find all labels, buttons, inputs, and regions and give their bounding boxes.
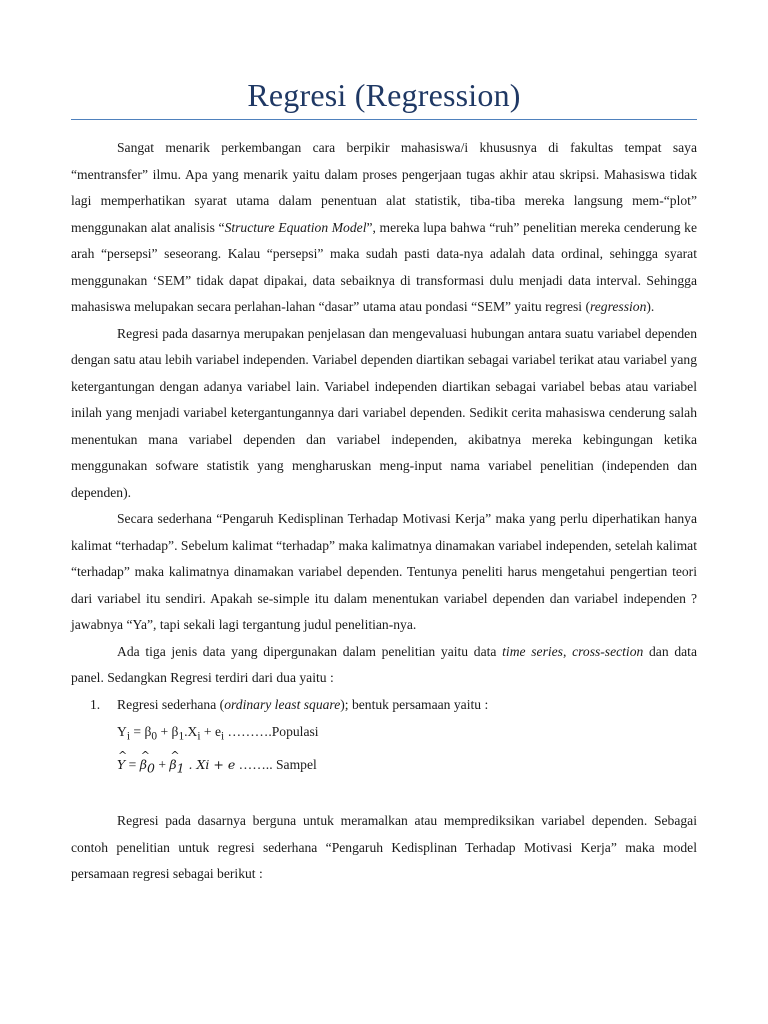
italic-term: ordinary least square	[224, 696, 341, 712]
list-number: 1.	[90, 696, 101, 712]
paragraph-intro	[71, 135, 697, 321]
formula-subscript: i	[220, 730, 225, 743]
list-item	[71, 692, 697, 719]
formula-symbol: + e	[200, 724, 221, 739]
italic-term: cross-section	[572, 643, 644, 659]
page-title: Regresi (Regression)	[247, 77, 521, 113]
paragraph-example: Secara sederhana “Pengaruh Kedisplinan Terhadap Motivasi Kerja” maka yang perlu diperhatikan hanya kalimat “terhadap”. Sebelum kalimat “terhadap” maka kalimatnya dinamakan variabel independen, setelah kalimat “terhadap” maka kalimatnya dinamakan variabel dependen. Tentunya peneliti harus mengetahui pengertian teori dari variabel itu sendiri. Apakah se-simple itu dalam menentukan variabel dependen dan variabel independen ? jawabnya “Ya”, tapi sekali lagi tergantung judul penelitian-nya.	[71, 511, 697, 632]
formula-symbol: . Xi + e	[184, 756, 236, 772]
paragraph-text: ”, mereka lupa bahwa “ruh” penelitian mereka cenderung ke arah “persepsi” seseorang. Kalau “persepsi” maka sudah pasti data-nya adalah data ordinal, sehingga syarat menggunakan ‘SEM” tidak dapat dipakai, data sebaiknya di transformasi dulu menjadi data interval. Sehingga mahasiswa melupakan secara perlahan-lahan “dasar” utama atau pondasi “SEM” yaitu regresi (	[71, 219, 697, 314]
formula-symbol: .X	[184, 724, 198, 739]
formula-label: ……….Populasi	[224, 724, 319, 739]
formula-symbol: +	[154, 756, 170, 772]
italic-term: regression	[589, 299, 647, 314]
document-page	[71, 0, 697, 888]
paragraph-conclusion: Regresi pada dasarnya berguna untuk meramalkan atau memprediksikan variabel dependen. Sebagai contoh penelitian untuk regresi sederhana “Pengaruh Kedisplinan Terhadap Motivasi Kerja” maka model persamaan regresi sebagai berikut :	[71, 813, 697, 882]
regression-list	[71, 692, 697, 719]
paragraph-text: ).	[646, 299, 655, 314]
italic-term: Structure Equation Model	[224, 219, 367, 235]
formula-subscript: 1	[178, 730, 185, 743]
formula-symbol: + β	[157, 724, 179, 739]
formula-subscript: 1	[176, 760, 185, 776]
formula-subscript: i	[126, 730, 130, 743]
sample-formula	[71, 751, 697, 783]
paragraph-definition: Regresi pada dasarnya merupakan penjelasan dan mengevaluasi hubungan antara suatu variabel dependen dengan satu atau lebih variabel independen. Variabel dependen diartikan sebagai variabel terikat atau variabel yang ketergantungan dengan adanya variabel lain. Variabel independen diartikan sebagai variabel bebas atau variabel inilah yang menjadi variabel ketergantungannya dari variabel dependen. Sedikit cerita mahasiswa cenderung salah menentukan mana variabel dependen dan variabel independen, akibatnya mereka kebingungan ketika menggunakan sofware statistik yang mengharuskan meng-input nama variabel penelitian (independen dan dependen).	[71, 325, 697, 500]
formula-symbol: ^ β	[169, 751, 176, 779]
title-underline	[71, 119, 697, 120]
population-formula	[71, 718, 697, 751]
formula-symbol: ^ β	[140, 751, 147, 779]
blank-line	[71, 782, 697, 808]
formula-symbol: = β	[129, 724, 152, 739]
formula-symbol: =	[125, 756, 140, 772]
paragraph-text: Ada tiga jenis data yang dipergunakan dalam penelitian yaitu data	[117, 643, 503, 659]
italic-term: time series	[502, 643, 563, 659]
paragraph-text: Sangat menarik perkembangan cara berpikir mahasiswa/i khususnya di fakultas tempat saya “mentransfer” ilmu. Apa yang menarik yaitu dalam proses pengerjaan tugas akhir atau skripsi. Mahasiswa tidak lagi memperhatikan syarat utama dalam penentuan alat statistik, tiba-tiba mereka langsung mem-“plot” menggunakan alat analisis “	[71, 140, 697, 235]
formula-symbol: ^ Y	[117, 751, 125, 779]
formula-label: …….. Sampel	[235, 756, 317, 772]
list-text: Regresi sederhana (	[117, 696, 225, 712]
list-text: ); bentuk persamaan yaitu :	[340, 696, 489, 712]
paragraph-text: ,	[562, 643, 573, 659]
paragraph-text: dan data panel. Sedangkan Regresi terdiri dari dua yaitu :	[71, 643, 697, 685]
formula-subscript: 0	[151, 730, 158, 743]
paragraph-data-types	[71, 639, 697, 692]
formula-subscript: 0	[146, 760, 155, 776]
formula-subscript: i	[197, 730, 201, 743]
formula-symbol: Y	[117, 724, 127, 739]
